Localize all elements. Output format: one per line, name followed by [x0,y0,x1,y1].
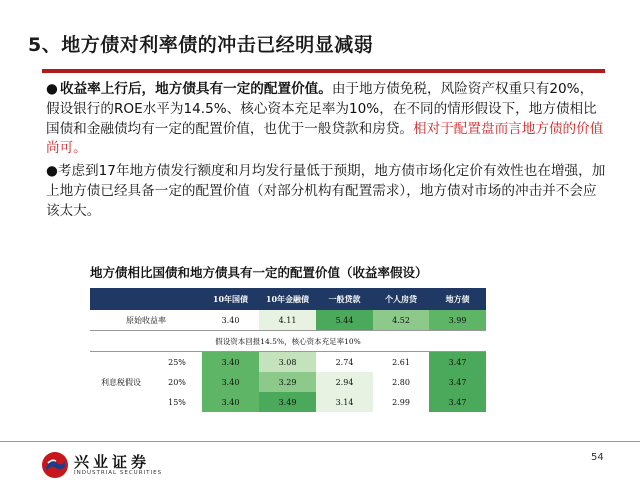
table-cell: 3.40 [202,372,259,392]
table-cell: 3.47 [429,392,486,412]
table-cell: 4.52 [373,310,429,331]
table-cell: 3.14 [316,392,373,412]
table-row [90,310,486,331]
table-row [90,352,486,373]
table-note: 假设资本回报14.5%，核心资本充足率10% [90,331,486,352]
header-blank [90,288,152,310]
table-cell: 3.08 [259,352,316,373]
company-logo [40,450,180,480]
header-cell: 一般贷款 [316,288,373,310]
body-text [46,80,606,225]
table-title: 地方债相比国债和地方债具有一定的配置价值（收益率假设） [90,265,428,280]
table-cell: 2.94 [316,372,373,392]
logo-emblem-icon [40,450,70,480]
table-header-row [90,288,486,310]
yield-table [90,288,486,412]
table-cell: 3.99 [429,310,486,331]
header-cell: 10年金融债 [259,288,316,310]
table-cell: 3.47 [429,372,486,392]
header-cell: 地方债 [429,288,486,310]
header-cell: 个人房贷 [373,288,429,310]
bullet-1-text: 由于地方债免税，风险资产权重只有20%，假设银行的ROE水平为14.5%、核心资本充足率为10%，在不同的情形假设下，地方债相比国债和金融债均有一定的配置价值，也优于一般贷款和房贷。 [46,81,597,137]
table-cell: 2.99 [373,392,429,412]
group-label: 利息税假设 [90,352,152,413]
logo-subtitle: INDUSTRIAL SECURITIES [74,470,163,476]
bullet-marker: ● [46,163,58,180]
tax-label: 20% [152,372,202,392]
table-cell: 3.40 [202,392,259,412]
title-underline [42,69,605,73]
logo-name: 兴业证券 [74,453,151,471]
bullet-1-lead: 收益率上行后，地方债具有一定的配置价值。 [60,81,332,97]
table-cell: 2.74 [316,352,373,373]
table-cell: 3.47 [429,352,486,373]
bullet-paragraph-2 [46,162,606,221]
page-number: 54 [591,452,604,463]
bullet-marker: ● [46,81,58,97]
tax-label: 25% [152,352,202,373]
table-cell: 2.80 [373,372,429,392]
header-blank [152,288,202,310]
table-cell: 2.61 [373,352,429,373]
table-cell: 3.40 [202,310,259,331]
tax-label: 15% [152,392,202,412]
table-cell: 3.29 [259,372,316,392]
slide-title: 5、地方债对利率债的冲击已经明显减弱 [28,34,374,56]
table-cell: 5.44 [316,310,373,331]
table-cell: 4.11 [259,310,316,331]
bullet-1-highlight: 相对于配置盘而言地方债的价值尚可。 [46,120,604,157]
table-note-row [90,331,486,352]
header-cell: 10年国债 [202,288,259,310]
row-label: 原始收益率 [90,310,202,331]
table-cell: 3.49 [259,392,316,412]
bullet-2-text: 考虑到17年地方债发行额度和月均发行量低于预期，地方债市场化定价有效性也在增强，加上地方债已经具备一定的配置价值（对部分机构有配置需求），地方债对市场的冲击并不会应该太大。 [46,163,606,219]
table-cell: 3.40 [202,352,259,373]
bullet-paragraph-1 [46,80,606,159]
footer-divider [0,441,640,442]
